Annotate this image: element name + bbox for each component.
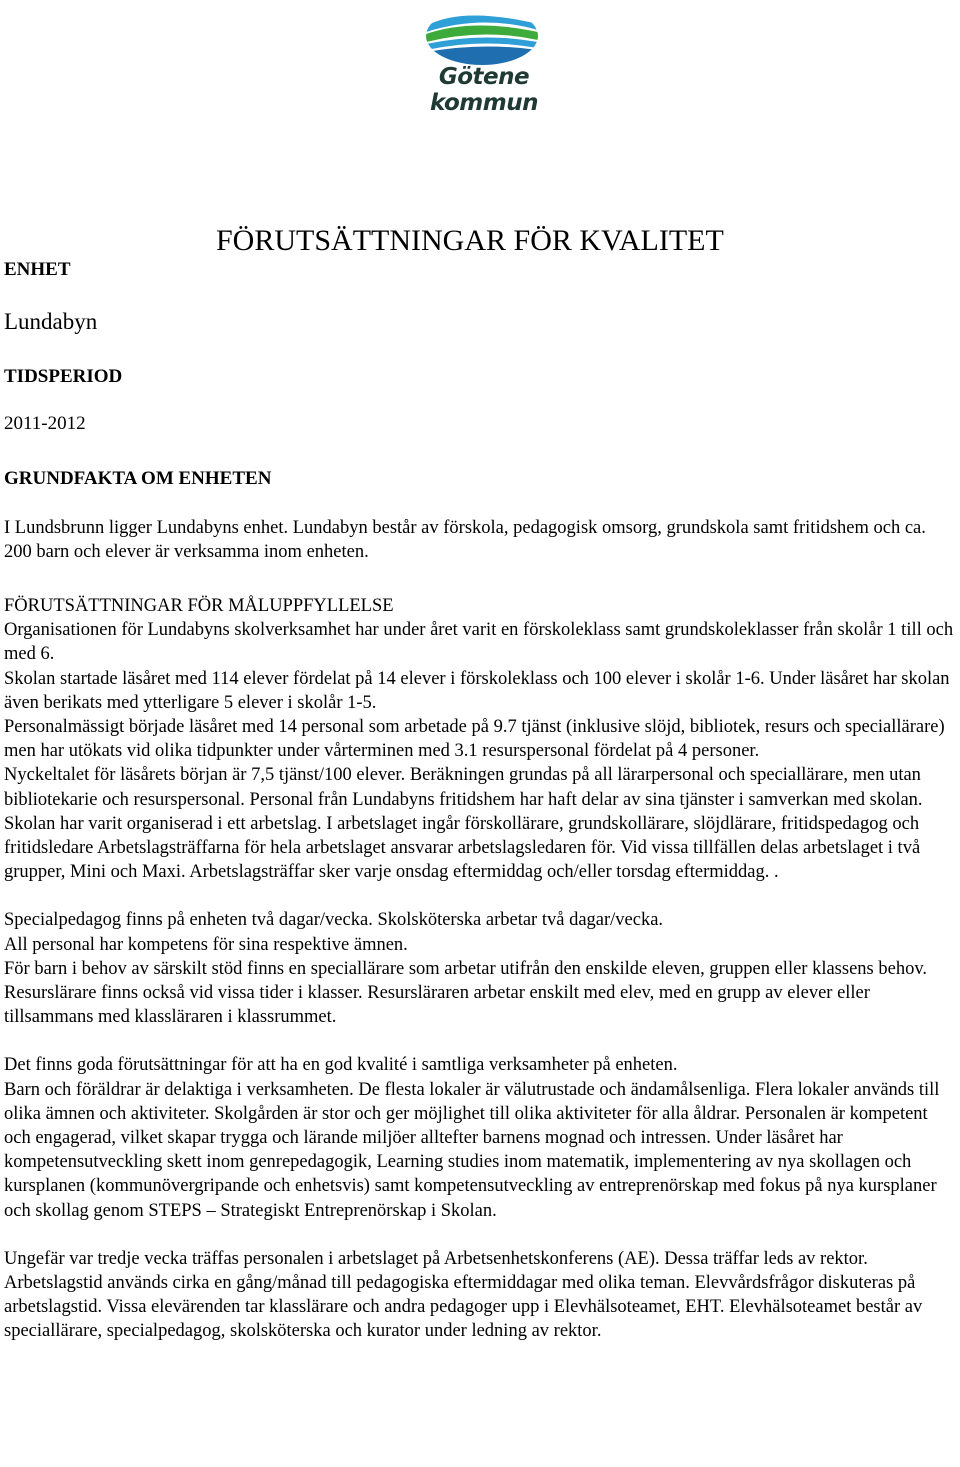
period-label: TIDSPERIOD [4, 366, 123, 387]
gotene-kommun-logo [392, 4, 572, 116]
mountain-lake-icon [392, 4, 572, 68]
paragraph: Organisationen för Lundabyns skolverksamhet har under året varit en förskoleklass samt grundskoleklasser från skolår 1 till och med 6. [4, 620, 954, 665]
period-value: 2011-2012 [4, 413, 86, 434]
paragraph: All personal har kompetens för sina respektive ämnen. [4, 934, 408, 955]
paragraph: Skolan startade läsåret med 114 elever fördelat på 14 elever i förskoleklass och 100 elever i skolår 1-6. Under läsåret har skolan även berikats med ytterligare 5 elever i skolår 1-5. [4, 668, 950, 713]
paragraph: Personalmässigt började läsåret med 14 personal som arbetade på 9.7 tjänst (inklusive slöjd, bibliotek, resurs och speciallärare) men har utökats vid olika tidpunkter under vårterminen med 3.1 resurspersonal fördelat på 4 personer. [4, 717, 945, 762]
paragraph: Nyckeltalet för läsårets början är 7,5 tjänst/100 elever. Beräkningen grundas på all lärarpersonal och speciallärare, men utan bibliotekarie och resurspersonal. Personal från Lundabyns fritidshem har haft delar av sina tjänster i samverkan med skolan. [4, 765, 923, 810]
logo-text: Götene kommun [430, 64, 538, 116]
facts-text: I Lundsbrunn ligger Lundabyns enhet. Lundabyn består av förskola, pedagogisk omsorg, grundskola samt fritidshem och ca. 200 barn och elever är verksamma inom enheten. [4, 518, 926, 562]
body-section [4, 594, 954, 1344]
goal-heading: FÖRUTSÄTTNINGAR FÖR MÅLUPPFYLLELSE [4, 596, 394, 616]
unit-label: ENHET [4, 259, 71, 280]
facts-heading: GRUNDFAKTA OM ENHETEN [4, 468, 272, 489]
paragraph: Skolan har varit organiserad i ett arbetslag. I arbetslaget ingår förskollärare, grundskollärare, slöjdlärare, fritidspedagog och fritidsledare Arbetslagsträffarna för hela arbetslaget ansvarar arbetslagsledaren för. Vid vissa tillfällen delas arbetslaget i två grupper, Mini och Maxi. Arbetslagsträffar sker varje onsdag eftermiddag och/eller torsdag eftermiddag. . [4, 813, 921, 883]
paragraph: Specialpedagog finns på enheten två dagar/vecka. Skolsköterska arbetar två dagar/vecka. [4, 910, 664, 931]
paragraph: För barn i behov av särskilt stöd finns en speciallärare som arbetar utifrån den enskilde eleven, gruppen eller klassens behov. Resurslärare finns också vid vissa tider i klasser. Resursläraren arbetar enskilt med elev, med en grupp av elever eller tillsammans med klassläraren i klassrummet. [4, 958, 927, 1028]
paragraph: Det finns goda förutsättningar för att ha en god kvalité i samtliga verksamheter på enheten. [4, 1055, 678, 1076]
document-title: FÖRUTSÄTTNINGAR FÖR KVALITET [216, 224, 724, 257]
unit-value: Lundabyn [4, 309, 98, 334]
paragraph: Barn och föräldrar är delaktiga i verksamheten. De flesta lokaler är välutrustade och ändamålsenliga. Flera lokaler används till olika ämnen och aktiviteter. Skolgården är stor och ger möjlighet till olika aktiviteter för alla åldrar. Personalen är kompetent och engagerad, vilket skapar trygga och lärande miljöer alltefter barnens mognad och intressen. Under läsåret har kompetensutveckling skett inom genrepedagogik, Learning studies inom matematik, implementering av nya skollagen och kursplanen (kommunövergripande och enhetsvis) samt kompetensutveckling av entreprenörskap med fokus på nya kursplaner och skollag genom STEPS – Strategiskt Entreprenörskap i Skolan. [4, 1079, 940, 1221]
paragraph: Ungefär var tredje vecka träffas personalen i arbetslaget på Arbetsenhetskonferens (AE). Dessa träffar leds av rektor. Arbetslagstid används cirka en gång/månad till pedagogiska eftermiddagar med olika teman. Elevvårdsfrågor diskuteras på arbetslagstid. Vissa elevärenden tar klasslärare och andra pedagoger upp i Elevhälsoteamet, EHT. Elevhälsoteamet består av speciallärare, specialpedagog, skolsköterska och kurator under ledning av rektor. [4, 1248, 923, 1342]
